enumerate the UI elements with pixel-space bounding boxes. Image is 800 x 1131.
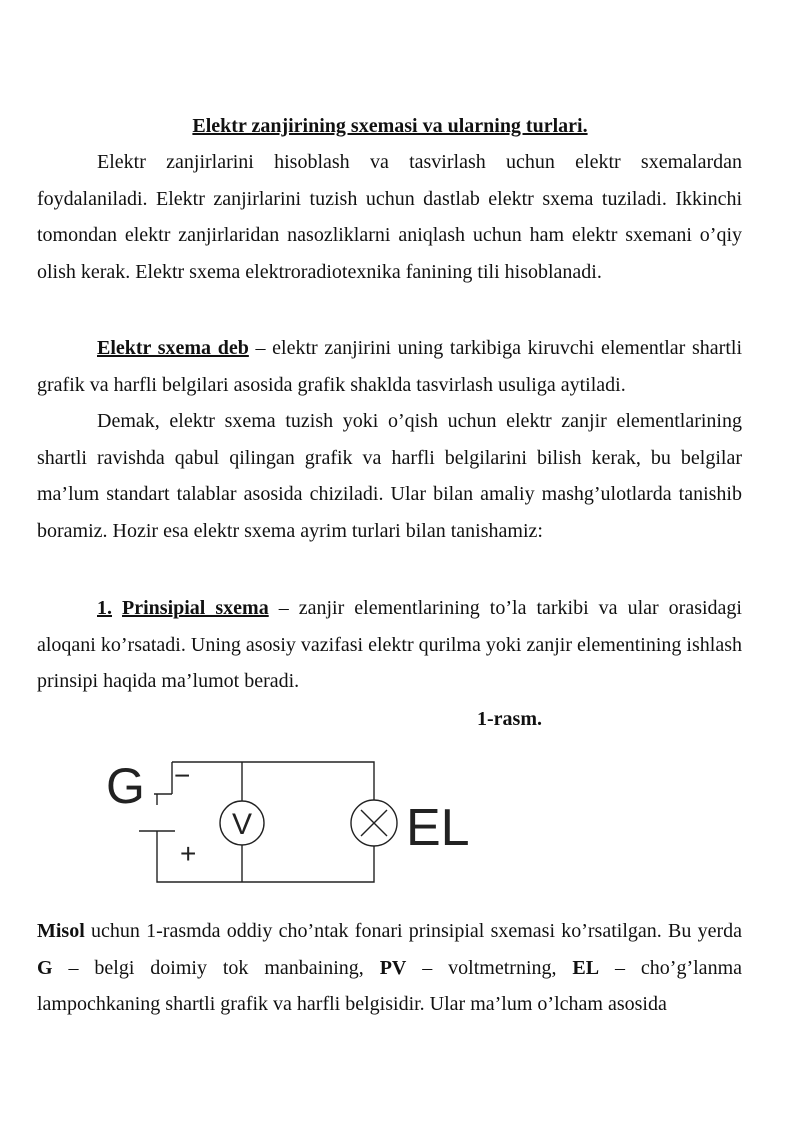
figure-caption: 1-rasm. [477, 708, 542, 730]
definition-text: – elektr zanjirini uning tarkibiga kiruvchi elementlar shartli grafik va harfli belgilari asosida grafik shaklda tasvirlash usuliga aytiladi. [37, 337, 742, 396]
example-bold-misol: Misol [37, 920, 85, 942]
example-bold-pv: PV [379, 956, 407, 979]
source-label: G [106, 758, 145, 814]
paragraph-example [37, 913, 742, 1023]
example-bold-g: G [37, 956, 53, 979]
example-text-1: uchun 1-rasmda oddiy cho’ntak fonari prinsipial sxemasi ko’rsatilgan. Bu yerda [84, 920, 742, 942]
section-term: Prinsipial sxema [122, 597, 269, 619]
section-number: 1. [97, 597, 112, 619]
section-text: – zanjir elementlarining to’la tarkibi va ular orasidagi aloqani ko’rsatadi. Uning asosiy vazifasi elektr qurilma yoki zanjir elementining ishlash prinsipi haqida ma’lumot beradi. [37, 597, 742, 692]
paragraph-principal-scheme [37, 590, 742, 700]
example-bold-el: EL [572, 956, 600, 979]
voltmeter-label: V [231, 808, 253, 841]
source-plus-sign: + [180, 838, 197, 869]
example-text-4: – cho’g’lanma lampochkaning shartli grafik va harfli belgisidir. Ular ma’lum o’lcham asosida [37, 956, 742, 1015]
circuit-diagram [100, 745, 470, 890]
definition-term: Elektr sxema deb [97, 337, 249, 359]
lamp-label: EL [406, 799, 470, 857]
example-text-2: – belgi doimiy tok manbaining, [52, 956, 380, 979]
example-text-3: – voltmetrning, [406, 956, 573, 979]
page-title: Elektr zanjirining sxemasi va ularning turlari. [192, 115, 588, 137]
paragraph-symbols: Demak, elektr sxema tuzish yoki o’qish uchun elektr zanjir elementlarining shartli ravishda qabul qilingan grafik va harfli belgilarini bilish kerak, bu belgilar ma’lum standart talablar asosida chiziladi. Ular bilan amaliy mashg’ulotlarda tanishib boramiz. Hozir esa elektr sxema ayrim turlari bilan tanishamiz: [37, 410, 742, 542]
paragraph-intro: Elektr zanjirlarini hisoblash va tasvirlash uchun elektr sxemalardan foydalaniladi. Elektr zanjirlarini tuzish uchun dastlab elektr sxema tuziladi. Ikkinchi tomondan elektr zanjirlaridan nasozliklarni aniqlash uchun ham elektr sxemani o’qiy olish kerak. Elektr sxema elektroradiotexnika fanining tili hisoblanadi. [37, 151, 742, 283]
source-minus-sign: − [174, 760, 191, 791]
paragraph-definition [37, 330, 742, 403]
top-wire [172, 762, 374, 800]
